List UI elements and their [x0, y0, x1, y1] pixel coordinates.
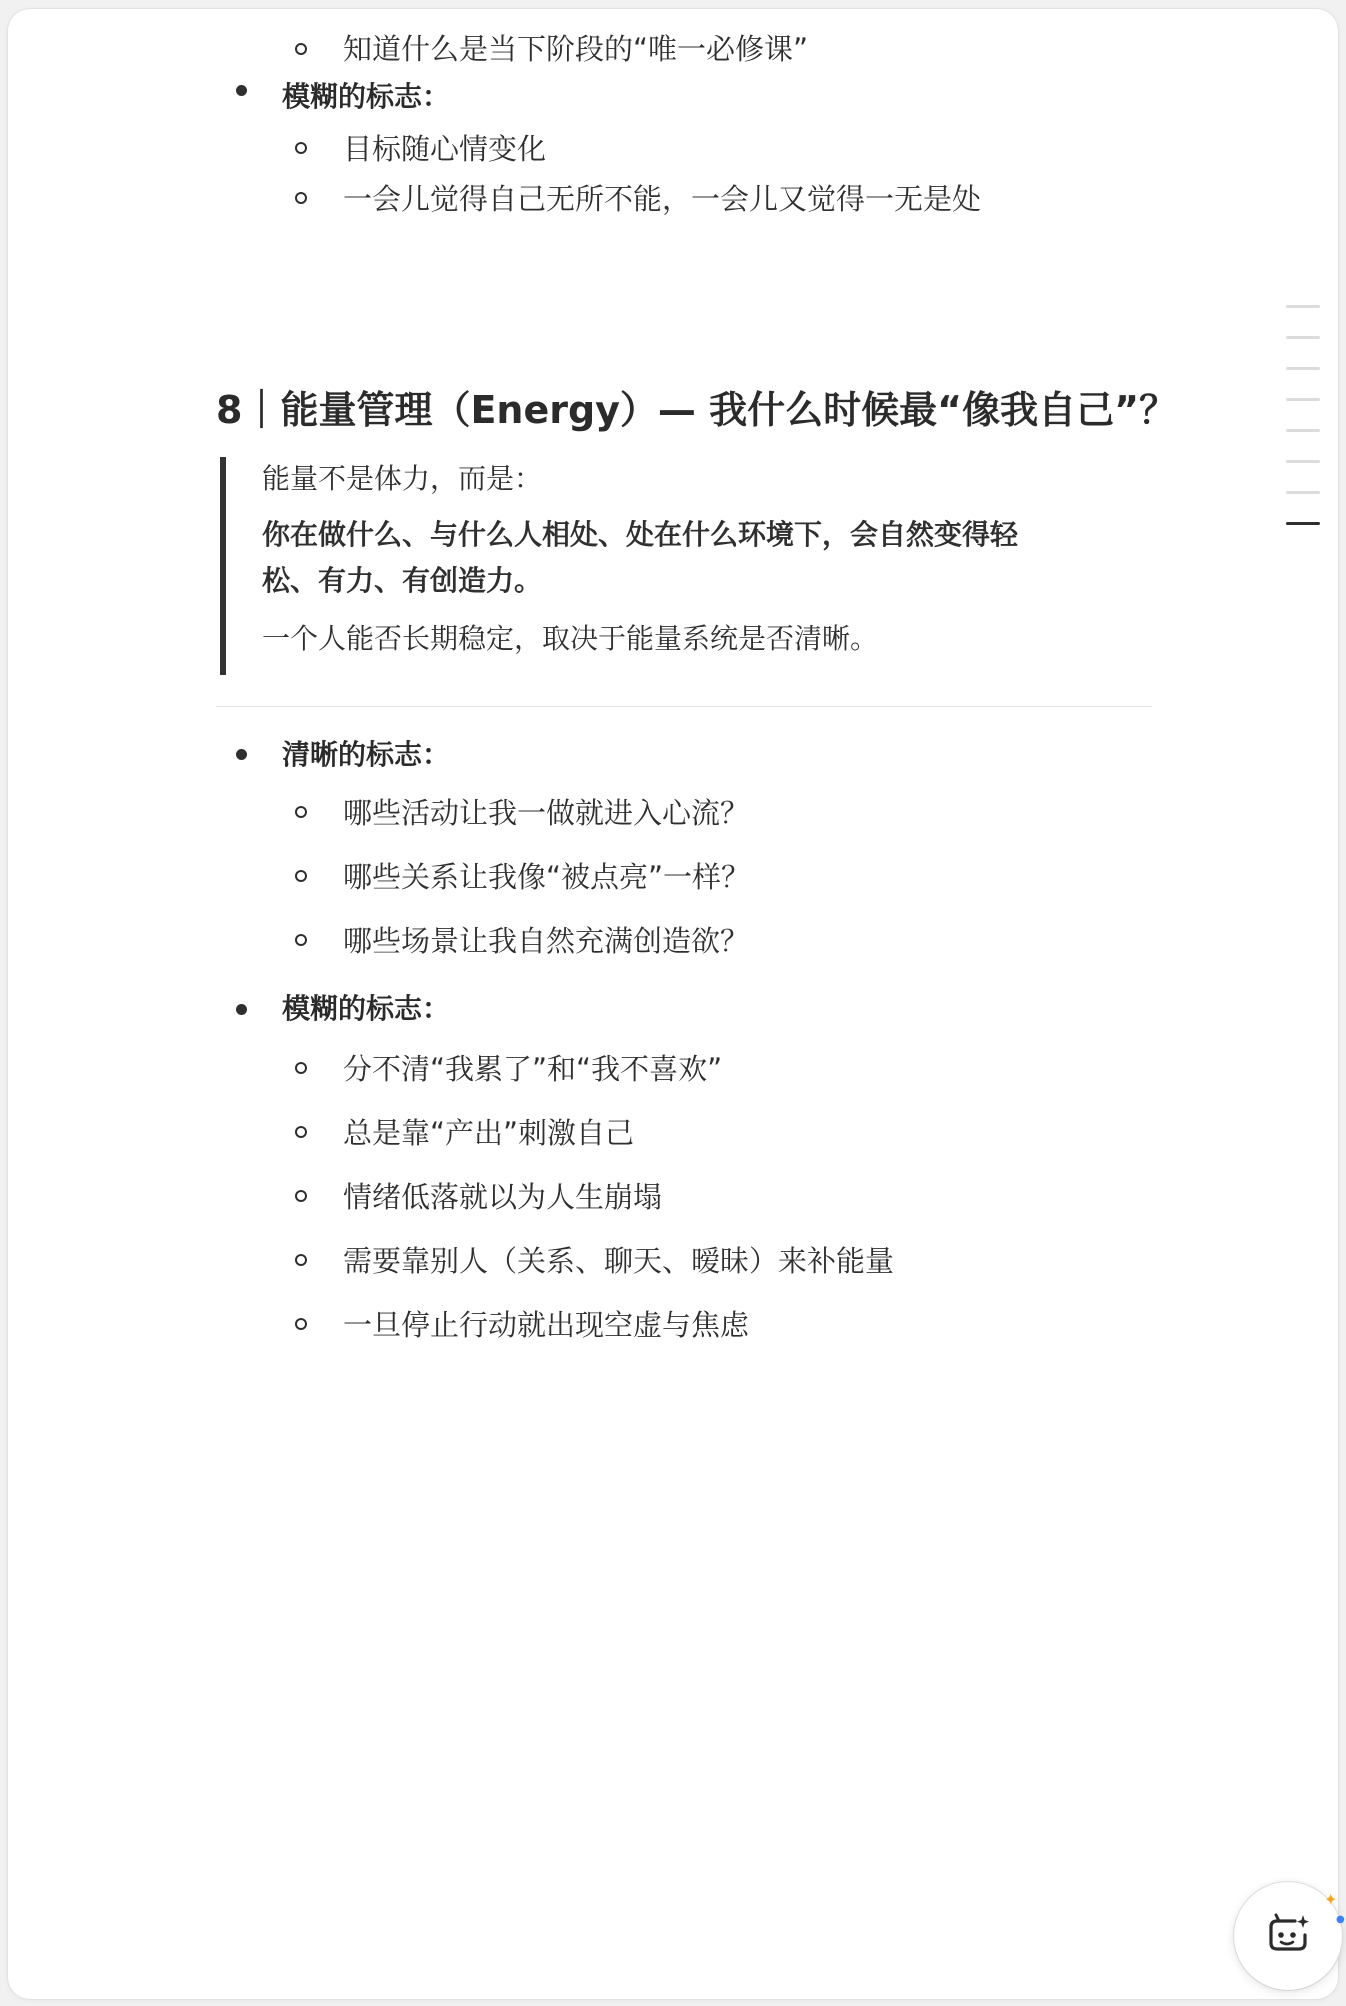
solid-bullet — [236, 1004, 247, 1015]
hollow-bullet — [295, 1318, 307, 1330]
toc-tick-active[interactable] — [1286, 522, 1320, 525]
sparkle-icon: ● — [1336, 1914, 1345, 1925]
document-window — [8, 9, 1345, 1999]
quote-bold-line: 松、有力、有创造力。 — [262, 564, 543, 597]
ai-assistant-button[interactable] — [1234, 1882, 1345, 1990]
toc-tick[interactable] — [1286, 305, 1320, 308]
list-item: 分不清“我累了”和“我不喜欢” — [343, 1052, 723, 1086]
toc-tick[interactable] — [1286, 367, 1320, 370]
toc-tick[interactable] — [1286, 491, 1320, 494]
section-heading: 8｜能量管理（Energy）— 我什么时候最“像我自己”？ — [216, 388, 1178, 432]
hollow-bullet — [295, 1062, 307, 1074]
solid-bullet — [236, 749, 247, 760]
horizontal-divider — [216, 706, 1152, 707]
hollow-bullet — [295, 806, 307, 818]
hollow-bullet — [295, 934, 307, 946]
list-item: 情绪低落就以为人生崩塌 — [343, 1180, 663, 1214]
list-label-clear: 清晰的标志： — [282, 738, 451, 771]
list-item: 哪些关系让我像“被点亮”一样？ — [343, 860, 751, 894]
blockquote — [220, 457, 1106, 675]
list-item: 总是靠“产出”刺激自己 — [343, 1116, 635, 1150]
hollow-bullet — [295, 1126, 307, 1138]
list-item: 知道什么是当下阶段的“唯一必修课” — [343, 32, 809, 66]
quote-line: 能量不是体力，而是： — [262, 462, 543, 495]
list-item: 目标随心情变化 — [343, 132, 547, 166]
hollow-bullet — [295, 870, 307, 882]
list-item: 一旦停止行动就出现空虚与焦虑 — [343, 1308, 750, 1342]
list-item: 哪些场景让我自然充满创造欲？ — [343, 924, 750, 958]
hollow-bullet — [295, 43, 307, 55]
list-label-fuzzy: 模糊的标志： — [282, 80, 451, 113]
list-item: 一会儿觉得自己无所不能，一会儿又觉得一无是处 — [343, 182, 982, 216]
list-item: 哪些活动让我一做就进入心流？ — [343, 796, 750, 830]
toc-tick[interactable] — [1286, 429, 1320, 432]
quote-bold-line: 你在做什么、与什么人相处、处在什么环境下，会自然变得轻 — [262, 518, 1019, 551]
toc-tick[interactable] — [1286, 336, 1320, 339]
solid-bullet — [236, 85, 247, 96]
hollow-bullet — [295, 192, 307, 204]
toc-tick[interactable] — [1286, 398, 1320, 401]
sparkle-icon: ✦ — [1324, 1890, 1338, 1909]
quote-line: 一个人能否长期稳定，取决于能量系统是否清晰。 — [262, 622, 879, 655]
list-label-fuzzy: 模糊的标志： — [282, 992, 451, 1025]
hollow-bullet — [295, 1190, 307, 1202]
list-item: 需要靠别人（关系、聊天、暧昧）来补能量 — [343, 1244, 895, 1278]
hollow-bullet — [295, 142, 307, 154]
toc-tick[interactable] — [1286, 460, 1320, 463]
ai-assistant-bot-icon — [1265, 1913, 1311, 1955]
hollow-bullet — [295, 1254, 307, 1266]
